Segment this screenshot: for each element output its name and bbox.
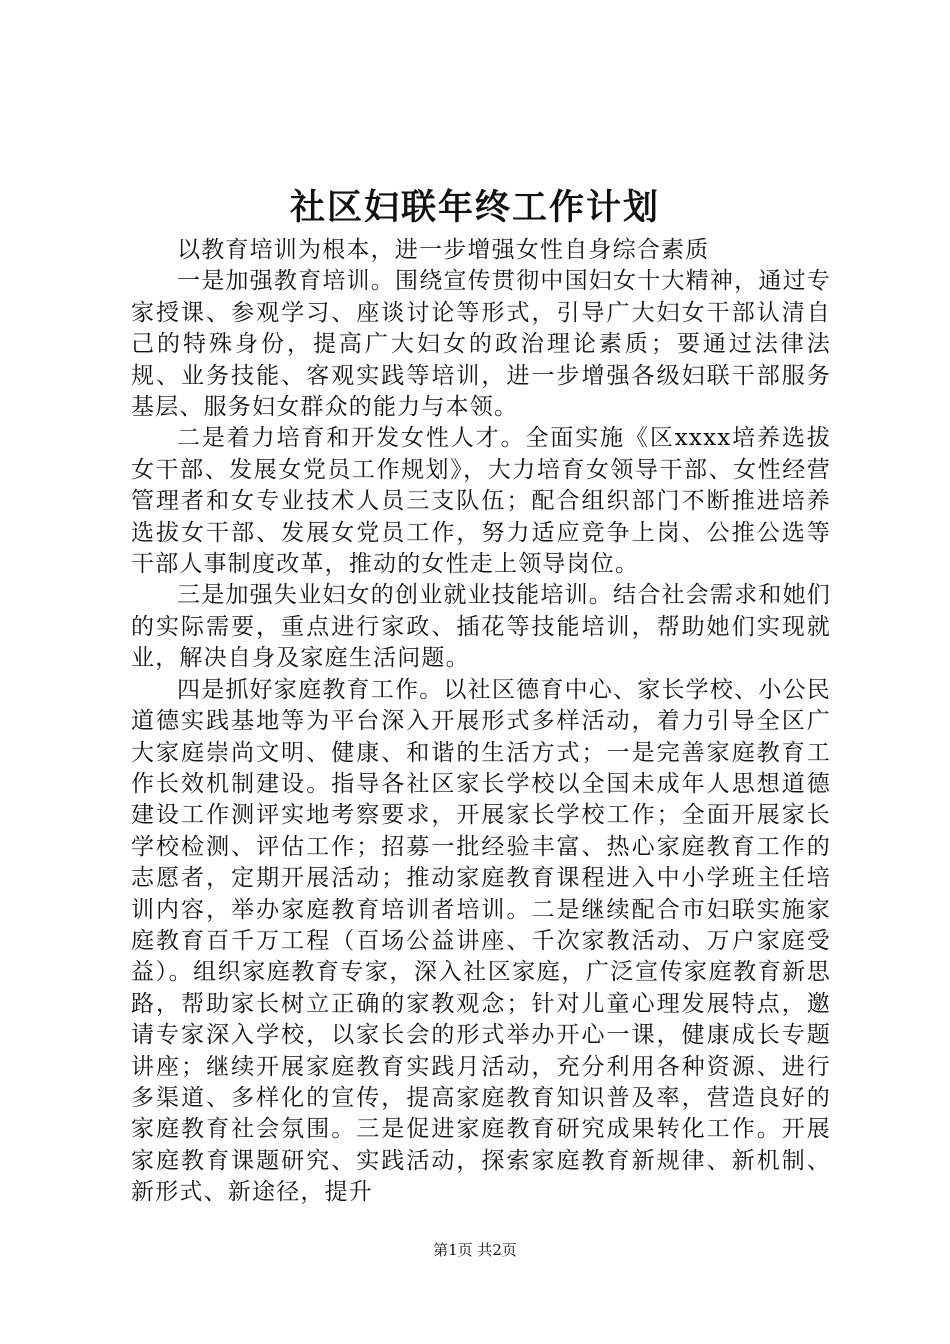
document-body bbox=[131, 235, 831, 1209]
paragraph-unemployed-training: 三是加强失业妇女的创业就业技能培训。结合社会需求和她们的实际需要，重点进行家政、插花等技能培训，帮助她们实现就业，解决自身及家庭生活问题。 bbox=[131, 582, 831, 672]
paragraph-education-training: 一是加强教育培训。围绕宣传贯彻中国妇女十大精神，通过专家授课、参观学习、座谈讨论等形式，引导广大妇女干部认清自己的特殊身份，提高广大妇女的政治理论素质；要通过法律法规、业务技能、客观实践等培训，进一步增强各级妇联干部服务基层、服务妇女群众的能力与本领。 bbox=[131, 268, 831, 421]
page-footer: 第1页 共2页 bbox=[433, 1241, 517, 1259]
paragraph-family-education: 四是抓好家庭教育工作。以社区德育中心、家长学校、小公民道德实践基地等为平台深入开展形式多样活动，着力引导全区广大家庭崇尚文明、健康、和谐的生活方式；一是完善家庭教育工作长效机制建设。指导各社区家长学校以全国未成年人思想道德建设工作测评实地考察要求，开展家长学校工作；全面开展家长学校检测、评估工作；招募一批经验丰富、热心家庭教育工作的志愿者，定期开展活动；推动家庭教育课程进入中小学班主任培训内容，举办家庭教育培训者培训。二是继续配合市妇联实施家庭教育百千万工程（百场公益讲座、千次家教活动、万户家庭受益）。组织家庭教育专家，深入社区家庭，广泛宣传家庭教育新思路，帮助家长树立正确的家教观念；针对儿童心理发展特点，邀请专家深入学校，以家长会的形式举办开心一课，健康成长专题讲座；继续开展家庭教育实践月活动，充分利用各种资源、进行多渠道、多样化的宣传，提高家庭教育知识普及率，营造良好的家庭教育社会氛围。三是促进家庭教育研究成果转化工作。开展家庭教育课题研究、实践活动，探索家庭教育新规律、新机制、新形式、新途径，提升 bbox=[131, 676, 831, 1206]
paragraph-subheading: 以教育培训为根本，进一步增强女性自身综合素质 bbox=[177, 237, 710, 263]
paragraph-female-talent: 二是着力培育和开发女性人才。全面实施《区xxxx培养选拔女干部、发展女党员工作规划》，大力培育女领导干部、女性经营管理者和女专业技术人员三支队伍；配合组织部门不断推进培养选拔女干部、发展女党员工作，努力适应竞争上岗、公推公选等干部人事制度改革，推动的女性走上领导岗位。 bbox=[131, 425, 831, 578]
document-title: 社区妇联年终工作计划 bbox=[289, 187, 660, 228]
